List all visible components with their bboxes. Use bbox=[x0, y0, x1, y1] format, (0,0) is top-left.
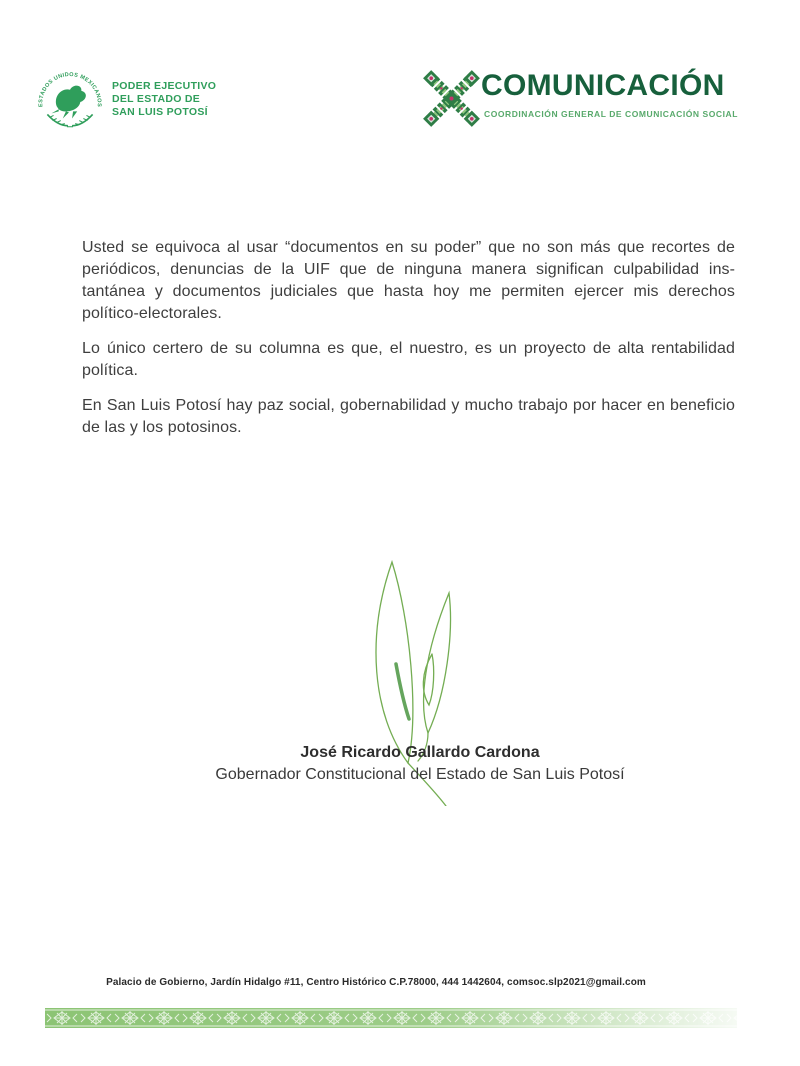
mexican-eagle-seal-icon bbox=[34, 64, 106, 136]
decorative-pattern-band bbox=[45, 1008, 737, 1028]
letter-body bbox=[82, 237, 735, 452]
paragraph-3: En San Luis Potosí hay paz social, gobernabilidad y mucho trabajo por hacer en beneficio de las y los potosinos. bbox=[82, 397, 735, 436]
comunicacion-subtitle: COORDINACIÓN GENERAL DE COMUNICACIÓN SOCIAL bbox=[484, 109, 738, 119]
government-name-line: DEL ESTADO DE bbox=[112, 93, 201, 105]
signatory-name: José Ricardo Gallardo Cardona bbox=[300, 744, 540, 761]
signatory-title: Gobernador Constitucional del Estado de San Luis Potosí bbox=[215, 766, 625, 783]
paragraph-2: Lo único certero de su columna es que, el nuestro, es un proyecto de alta rentabilidad política. bbox=[82, 340, 735, 379]
government-name-line: PODER EJECUTIVO bbox=[112, 80, 217, 92]
seal-ring-text: ESTADOS UNIDOS MEXICANOS bbox=[38, 71, 102, 108]
paragraph-1: Usted se equivoca al usar “documentos en su poder” que no son más que recortes de periódicos, denuncias de la UIF que de ninguna manera significan culpabilidad instantánea y documentos judiciales que hasta hoy me permiten ejercer mis derechos político-electorales. bbox=[82, 239, 735, 322]
government-name bbox=[112, 80, 216, 119]
comunicacion-wordmark: COMUNICACIÓN bbox=[481, 69, 725, 102]
textile-knot-icon bbox=[418, 65, 485, 132]
signature-block bbox=[20, 742, 800, 786]
government-name-line: SAN LUIS POTOSÍ bbox=[112, 106, 208, 118]
footer-contact: Palacio de Gobierno, Jardín Hidalgo #11, Centro Histórico C.P.78000, 444 1442604, comsoc.slp2021@gmail.com bbox=[106, 977, 646, 988]
